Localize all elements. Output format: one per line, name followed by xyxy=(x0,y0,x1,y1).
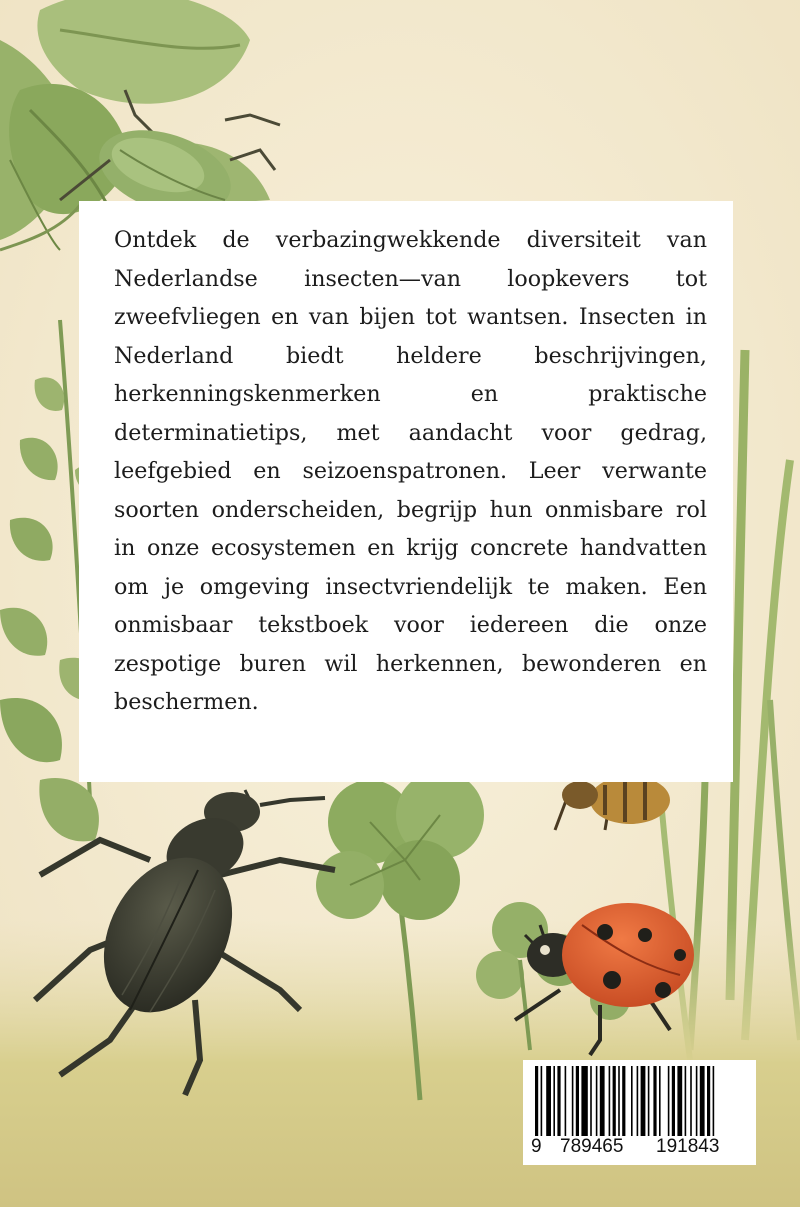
barcode-bar xyxy=(677,1066,682,1136)
barcode-bar xyxy=(600,1066,605,1136)
barcode-bar xyxy=(668,1066,670,1136)
barcode-bar xyxy=(685,1066,687,1136)
barcode-bar xyxy=(541,1066,543,1136)
isbn-left-group: 789465 xyxy=(560,1136,624,1157)
barcode-bar xyxy=(590,1066,592,1136)
barcode-bar xyxy=(707,1066,710,1136)
barcode-bar xyxy=(653,1066,656,1136)
barcode-bar xyxy=(546,1066,551,1136)
barcode-bar xyxy=(581,1066,587,1136)
barcode-bar xyxy=(622,1066,625,1136)
back-cover-blurb: Ontdek de verbazingwekkende diversiteit van Nederlandse insecten—van loopkevers tot zweefvliegen en van bijen tot wantsen. Insecten in Nederland biedt heldere beschrijvingen, herkenningskenmerken en praktische determinatietips, met aandacht voor gedrag, leefgebied en seizoenspatronen. Leer verwante soorten onderscheiden, begrijp hun onmisbare rol in onze ecosystemen en krijg concrete handvatten om je omgeving insectvriendelijk te maken. Een onmisbaar tekstboek voor iedereen die onze zespotige buren wil herkennen, bewonderen en beschermen. xyxy=(114,227,707,715)
barcode-bars xyxy=(531,1066,748,1136)
back-cover-blurb-box xyxy=(79,201,733,782)
barcode-bar xyxy=(713,1066,715,1136)
barcode-bar xyxy=(637,1066,639,1136)
isbn-digits xyxy=(523,1136,756,1160)
barcode-bar xyxy=(613,1066,616,1136)
barcode-bar xyxy=(659,1066,661,1136)
isbn-right-group: 191843 xyxy=(656,1136,720,1157)
barcode-bar xyxy=(576,1066,579,1136)
barcode-bar xyxy=(557,1066,560,1136)
barcode-bar xyxy=(641,1066,646,1136)
barcode-bar xyxy=(553,1066,555,1136)
barcode-bar xyxy=(672,1066,675,1136)
barcode-bar xyxy=(535,1066,538,1136)
barcode-bar xyxy=(696,1066,698,1136)
barcode-bar xyxy=(631,1066,633,1136)
barcode-bar xyxy=(609,1066,611,1136)
barcode-bar xyxy=(565,1066,567,1136)
isbn-barcode xyxy=(523,1060,756,1165)
barcode-bar xyxy=(572,1066,574,1136)
barcode-bar xyxy=(618,1066,620,1136)
barcode-bar xyxy=(648,1066,650,1136)
barcode-bar xyxy=(700,1066,705,1136)
barcode-bar xyxy=(596,1066,598,1136)
isbn-lead-digit: 9 xyxy=(531,1136,542,1157)
barcode-bar xyxy=(690,1066,692,1136)
